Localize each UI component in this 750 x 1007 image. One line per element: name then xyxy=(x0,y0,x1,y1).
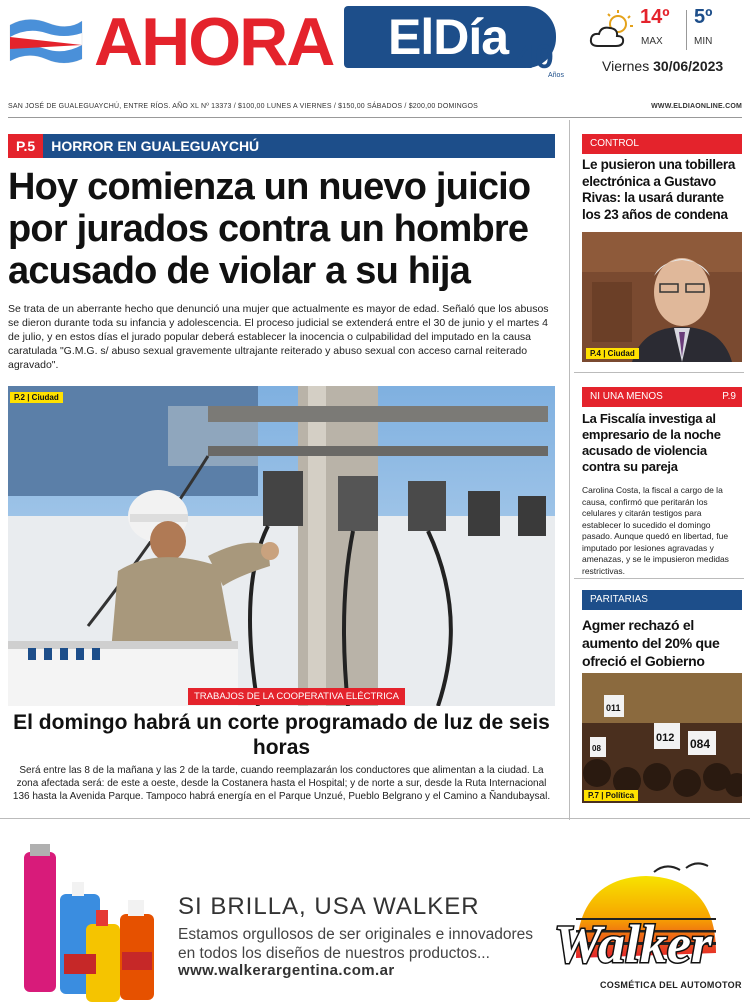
ni-una-menos-label: NI UNA MENOS xyxy=(590,391,663,402)
ni-una-menos-headline[interactable]: La Fiscalía investiga al empresario de la noche acusado de violencia contra su pareja xyxy=(582,411,721,474)
column-divider xyxy=(569,120,570,820)
edition-info-bar xyxy=(8,103,742,110)
control-headline[interactable]: Le pusieron una tobillera electrónica a Gustavo Rivas: la usará durante los 23 años de condena xyxy=(582,157,736,222)
ni-una-menos-page-ref: P.9 xyxy=(722,391,736,402)
ni-una-menos-tag xyxy=(582,387,742,407)
masthead xyxy=(0,0,750,95)
edition-day: Viernes xyxy=(602,58,650,74)
temperature-min: 5º xyxy=(694,6,713,28)
ad-text: Estamos orgullosos de ser originales e innovadores en todos los diseños de nuestros productos... xyxy=(178,926,533,962)
main-headline[interactable]: Hoy comienza un nuevo juicio por jurados contra un hombre acusado de violar a su hija xyxy=(8,166,531,292)
header-divider xyxy=(8,117,742,118)
ad-slogan: SI BRILLA, USA WALKER xyxy=(178,893,480,920)
logo-ahora: AHORA xyxy=(94,4,334,80)
walker-logo-wordmark: Walker xyxy=(554,914,712,974)
temperature-max: 14º xyxy=(640,6,670,28)
edition-info: SAN JOSÉ DE GUALEGUAYCHÚ, ENTRE RÍOS. AÑO XL Nº 13373 / $100,00 LUNES A VIERNES / $150,00 SÁBADOS / $200,00 DOMINGOS xyxy=(8,103,479,110)
site-link[interactable]: WWW.ELDIAONLINE.COM xyxy=(651,103,742,110)
entre-rios-flag-icon xyxy=(8,15,84,67)
sign-number: 011 xyxy=(606,703,621,713)
assembly-vote-photo xyxy=(582,673,742,803)
main-page-ref: P.5 xyxy=(8,134,43,158)
sidebar-divider-2 xyxy=(574,578,744,579)
sign-number: 084 xyxy=(690,737,711,751)
partly-cloudy-icon xyxy=(588,8,636,52)
main-section-tag xyxy=(8,134,555,158)
power-cut-headline[interactable]: El domingo habrá un corte programado de luz de seis horas xyxy=(13,711,550,759)
main-section-label: HORROR EN GUALEGUAYCHÚ xyxy=(51,138,260,154)
logo-eldia: ElDía xyxy=(388,9,509,65)
walker-products-image xyxy=(20,844,160,1004)
temperature-max-label: MAX xyxy=(641,36,663,47)
sign-number: 08 xyxy=(592,744,601,753)
ad-url-link[interactable]: www.walkerargentina.com.ar xyxy=(178,962,395,979)
logo-anniversary: 40 xyxy=(516,38,554,76)
sidebar-divider-1 xyxy=(574,372,744,373)
paritarias-headline[interactable]: Agmer rechazó el aumento del 20% que ofreció el Gobierno xyxy=(582,617,720,669)
control-page-ref: P.4 | Ciudad xyxy=(586,348,639,359)
photo-page-ref: P.2 | Ciudad xyxy=(10,392,63,403)
temperature-min-label: MIN xyxy=(694,36,713,47)
ad-logo-sub: COSMÉTICA DEL AUTOMOTOR xyxy=(600,980,742,990)
temperature-divider xyxy=(686,10,687,50)
main-lead: Se trata de un aberrante hecho que denunció una mujer que actualmente es mayor de edad. Señaló que los abusos se dieron durante toda su infancia y adolescencia. El proceso judicial se extenderá entre el 30 de junio y el martes 4 de julio, y en estos días el jurado popular deberá establecer la inocencia o culpabilidad del imputado en la causa caratulada "G.M.G. s/ abuso sexual gravemente ultrajante reiterado y abuso sexual con acceso carnal reiterado agravado". xyxy=(8,303,549,371)
logo-anniversary-sub: Años xyxy=(548,72,564,79)
sign-number: 012 xyxy=(656,732,675,744)
edition-date xyxy=(602,58,723,74)
ni-una-menos-body: Carolina Costa, la fiscal a cargo de la causa, confirmó que peritarán los celulares y citarán testigos para establecer lo sucedido el domingo pasado. Aunque quedó en libertad, fue imputado por lesiones agravadas y amenazas, y se le impusieron medidas restrictivas. xyxy=(582,485,729,576)
control-tag: CONTROL xyxy=(582,134,742,154)
ad-divider xyxy=(0,818,750,819)
paritarias-page-ref: P.7 | Política xyxy=(584,790,638,801)
edition-date-value: 30/06/2023 xyxy=(653,58,724,74)
electrical-worker-photo xyxy=(8,386,555,706)
paritarias-tag: PARITARIAS xyxy=(582,590,742,610)
walker-logo xyxy=(536,858,746,998)
power-cut-body: Será entre las 8 de la mañana y las 2 de la tarde, cuando reemplazarán los conductores que alimentan a la ciudad. La zona afectada será: de este a oeste, desde la Costanera hasta el Hospital; y de norte a sur, desde la Ruta Internacional 136 hasta la Avenida Parque. Tampoco habrá energía en el Parque Unzué, Pueblo Belgrano y el Camino a Ñandubaysal. xyxy=(12,765,551,802)
photo-caption: TRABAJOS DE LA COOPERATIVA ELÉCTRICA xyxy=(188,688,405,705)
gustavo-rivas-photo xyxy=(582,232,742,362)
